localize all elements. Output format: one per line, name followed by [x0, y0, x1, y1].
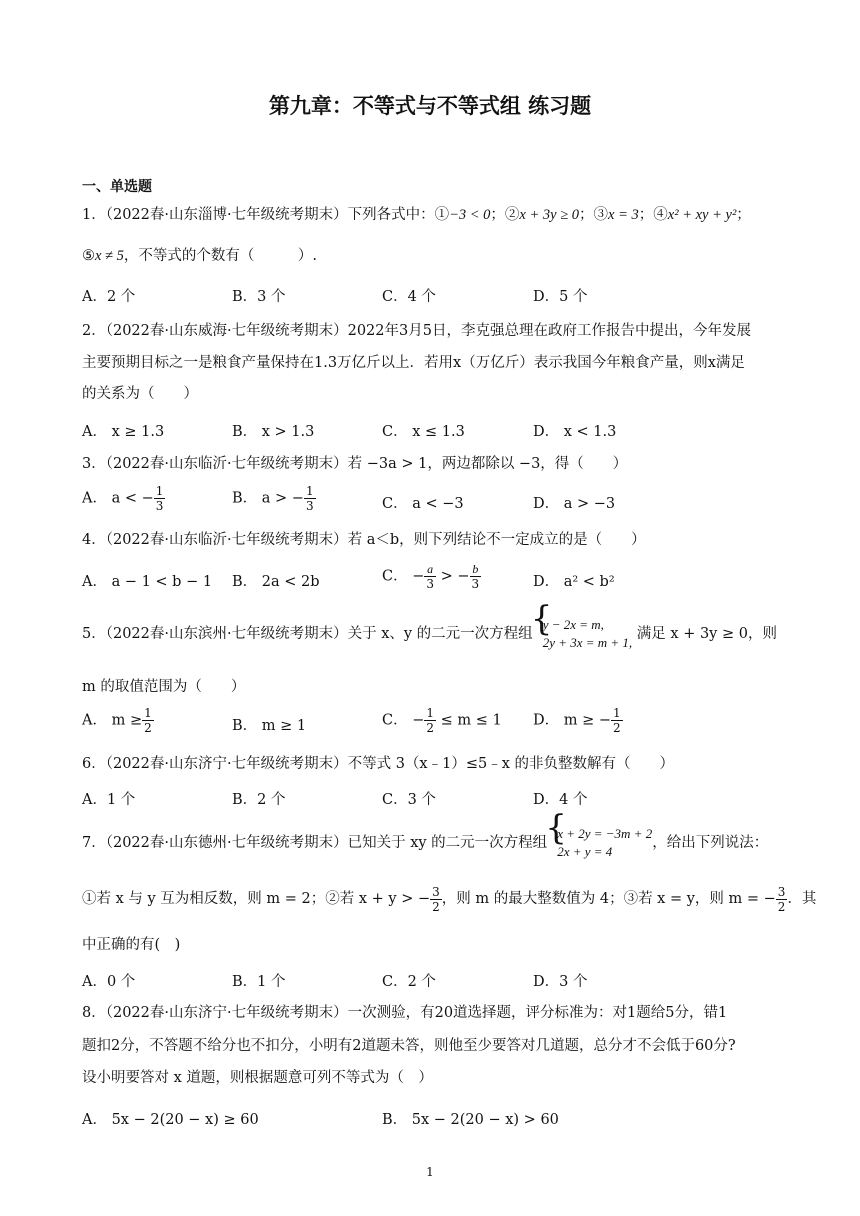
option-b[interactable]: B．2 个 — [232, 792, 286, 808]
question-2-line-2: 主要预期目标之一是粮食产量保持在1.3万亿斤以上．若用x（万亿斤）表示我国今年粮食产量，则x满足 — [82, 355, 745, 371]
option-d[interactable]: D． a² < b² — [533, 574, 615, 590]
option-d[interactable]: D． x < 1.3 — [533, 424, 617, 440]
question-5-line-2: m 的取值范围为（ ） — [82, 679, 246, 695]
question-1-line-2: ⑤x ≠ 5，不等式的个数有（ ）. — [82, 248, 318, 264]
option-d[interactable]: D．4 个 — [533, 792, 588, 808]
option-a[interactable]: A． x ≥ 1.3 — [82, 424, 165, 440]
question-5-options — [82, 706, 782, 740]
page-title: 第九章：不等式与不等式组 练习题 — [268, 94, 592, 118]
option-b[interactable]: B． 2a < 2b — [232, 574, 320, 590]
option-c[interactable]: C． x ≤ 1.3 — [382, 424, 465, 440]
question-5-line-1: 5．（2022春·山东滨州·七年级统考期末）关于 x、y 的二元一次方程组 { y − 2x = m, 2y + 3x = m + 1, 满足 x + 3y ≥ 0，则 — [82, 616, 782, 656]
question-2-line-3: 的关系为（ ） — [82, 386, 198, 402]
question-7-line-3: 中正确的有( ) — [82, 937, 181, 953]
option-b[interactable]: B． 5x − 2(20 − x) > 60 — [382, 1112, 559, 1128]
question-3-options — [82, 484, 782, 518]
option-b[interactable]: B． m ≥ 1 — [232, 718, 307, 734]
question-8-line-3: 设小明要答对 x 道题，则根据题意可列不等式为（ ） — [82, 1070, 433, 1086]
option-a[interactable]: A．1 个 — [82, 792, 136, 808]
question-7-line-2: ①若 x 与 y 互为相反数，则 m = 2；②若 x + y > − $\frac{3}{2}$ ，则 m 的最大整数值为 4；③若 x = y，则 m = − $\frac{3}{2}$ ．其 — [82, 884, 817, 914]
option-b[interactable]: B．3 个 — [232, 289, 286, 305]
option-d[interactable]: D．5 个 — [533, 289, 588, 305]
option-c[interactable]: C． − $\frac{a}{3}$ > − $\frac{b}{3}$ — [382, 562, 480, 591]
question-2-line-1: 2．（2022春·山东威海·七年级统考期末）2022年3月5日，李克强总理在政府工作报告中提出，今年发展 — [82, 323, 751, 339]
option-a[interactable]: A． 5x − 2(20 − x) ≥ 60 — [82, 1112, 259, 1128]
option-a[interactable]: A． a < − $\frac{1}{3}$ — [82, 484, 164, 513]
option-c[interactable]: C．4 个 — [382, 289, 436, 305]
option-c[interactable]: C． − $\frac{1}{2}$ ≤ m ≤ 1 — [382, 706, 502, 735]
question-8-line-1: 8．（2022春·山东济宁·七年级统考期末）一次测验，有20道选择题，评分标准为：对1题给5分，错1 — [82, 1005, 728, 1021]
question-1-options — [82, 285, 782, 307]
question-7-line-1: 7．（2022春·山东德州·七年级统考期末）已知关于 xy 的二元一次方程组 { x + 2y = −3m + 2 2x + y = 4 ，给出下列说法： — [82, 825, 782, 865]
question-2-options — [82, 420, 782, 442]
question-7-options — [82, 970, 782, 992]
section-heading: 一、单选题 — [82, 179, 152, 195]
page-number: 1 — [426, 1165, 434, 1179]
option-c[interactable]: C．3 个 — [382, 792, 436, 808]
question-6-line-1: 6．（2022春·山东济宁·七年级统考期末）不等式 3（x﹣1）≤5﹣x 的非负整数解有（ ） — [82, 756, 674, 772]
question-4-options — [82, 562, 782, 596]
question-3-line-1: 3．（2022春·山东临沂·七年级统考期末）若 −3a > 1，两边都除以 −3，得（ ） — [82, 456, 628, 472]
option-d[interactable]: D． a > −3 — [533, 496, 616, 512]
option-a[interactable]: A．2 个 — [82, 289, 136, 305]
option-b[interactable]: B． a > − $\frac{1}{3}$ — [232, 484, 314, 513]
option-d[interactable]: D．3 个 — [533, 974, 588, 990]
question-4-line-1: 4．（2022春·山东临沂·七年级统考期末）若 a＜b，则下列结论不一定成立的是（ ） — [82, 532, 646, 548]
question-1-line-1: 1．（2022春·山东淄博·七年级统考期末）下列各式中：①−3 < 0；②x + 3y ≥ 0；③x = 3；④x² + xy + y²； — [82, 207, 751, 223]
option-c[interactable]: C．2 个 — [382, 974, 436, 990]
option-a[interactable]: A． a − 1 < b − 1 — [82, 574, 213, 590]
option-d[interactable]: D． m ≥ − $\frac{1}{2}$ — [533, 706, 621, 735]
question-6-options — [82, 788, 782, 810]
option-b[interactable]: B． x > 1.3 — [232, 424, 315, 440]
option-a[interactable]: A．0 个 — [82, 974, 136, 990]
question-8-options — [82, 1108, 782, 1130]
option-b[interactable]: B．1 个 — [232, 974, 286, 990]
option-a[interactable]: A． m ≥ $\frac{1}{2}$ — [82, 706, 152, 735]
question-8-line-2: 题扣2分，不答题不给分也不扣分，小明有2道题未答，则他至少要答对几道题，总分才不会低于60分? — [82, 1038, 736, 1054]
option-c[interactable]: C． a < −3 — [382, 496, 464, 512]
